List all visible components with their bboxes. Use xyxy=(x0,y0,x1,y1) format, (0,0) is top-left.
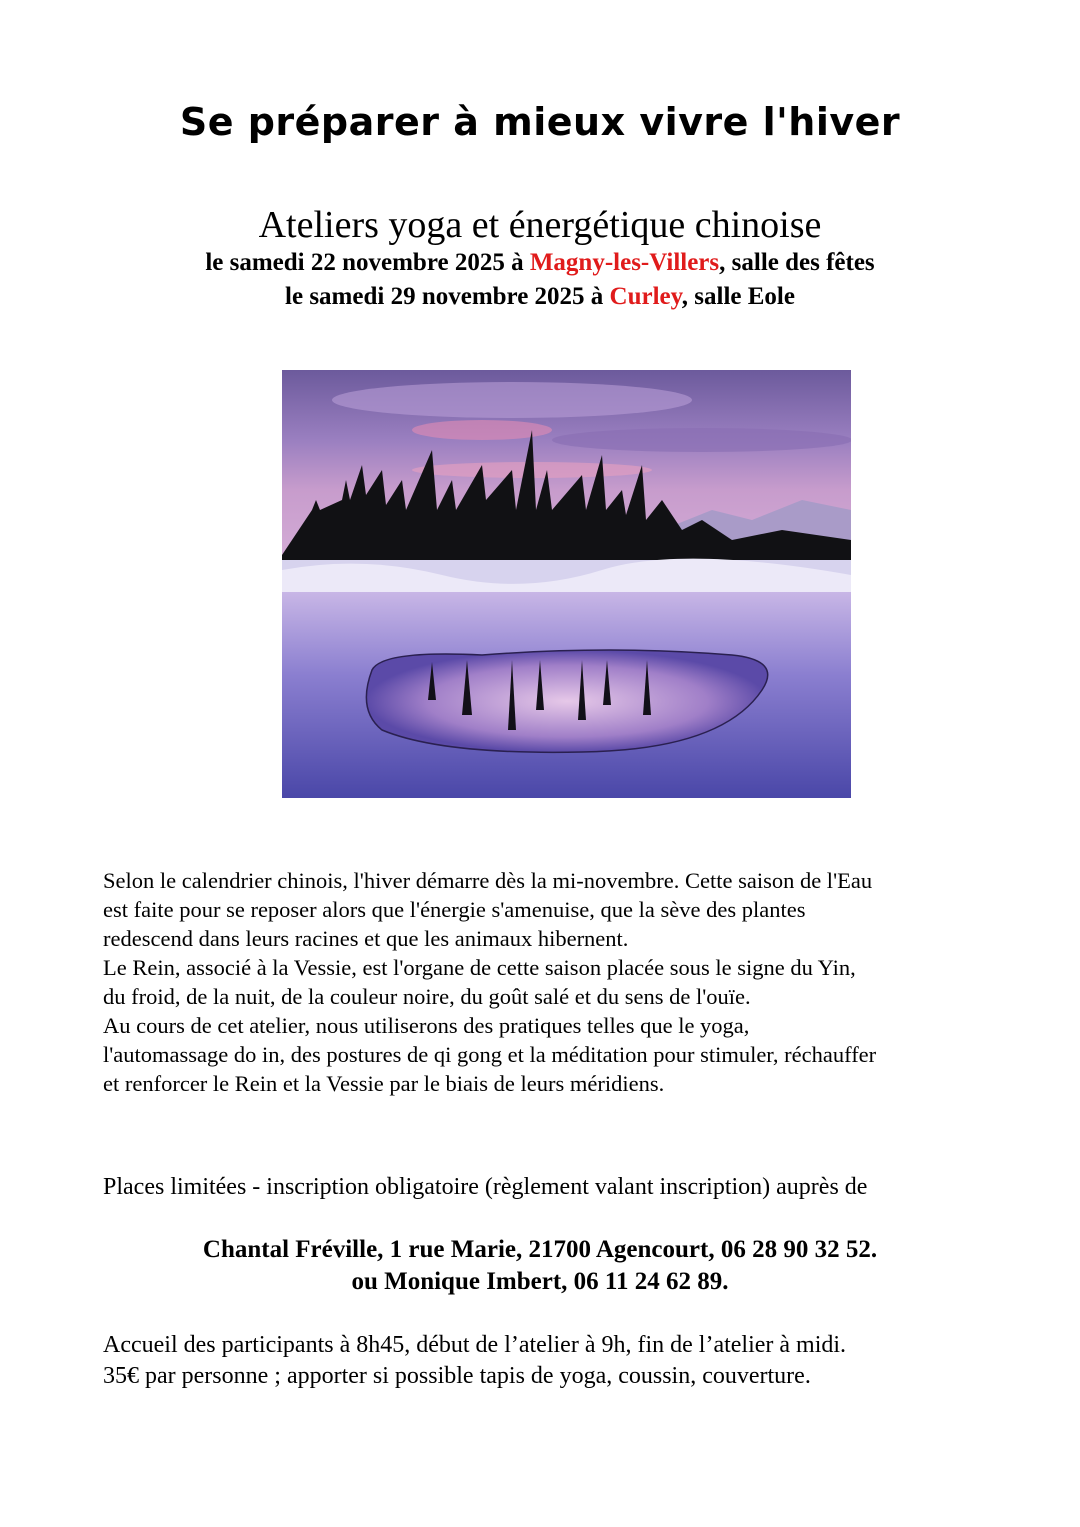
price-line: 35€ par personne ; apporter si possible tapis de yoga, coussin, couverture. xyxy=(103,1363,811,1389)
practical-info xyxy=(103,1330,1003,1392)
description-paragraph xyxy=(103,866,1003,1098)
description-line: du froid, de la nuit, de la couleur noire, du goût salé et du sens de l'ouïe. xyxy=(103,984,751,1009)
description-line: Selon le calendrier chinois, l'hiver démarre dès la mi-novembre. Cette saison de l'Eau xyxy=(103,868,873,893)
session-1-venue: , salle des fêtes xyxy=(719,249,875,276)
winter-lake-photo xyxy=(282,370,851,798)
registration-notice: Places limitées - inscription obligatoire (règlement valant inscription) auprès de xyxy=(103,1174,868,1200)
session-1-place: Magny-les-Villers xyxy=(529,249,720,276)
workshop-subtitle: Ateliers yoga et énergétique chinoise xyxy=(258,204,822,246)
session-1-date: le samedi 22 novembre 2025 à xyxy=(205,249,530,276)
description-line: et renforcer le Rein et la Vessie par le biais de leurs méridiens. xyxy=(103,1071,665,1096)
contact-chantal: Chantal Fréville, 1 rue Marie, 21700 Agencourt, 06 28 90 32 52. xyxy=(202,1236,878,1263)
session-date-2 xyxy=(0,283,1080,311)
description-line: Au cours de cet atelier, nous utiliserons des pratiques telles que le yoga, xyxy=(103,1013,750,1038)
description-line: l'automassage do in, des postures de qi gong et la méditation pour stimuler, réchauffer xyxy=(103,1042,877,1067)
description-line: est faite pour se reposer alors que l'énergie s'amenuise, que la sève des plantes xyxy=(103,897,806,922)
session-date-1 xyxy=(0,249,1080,277)
description-line: Le Rein, associé à la Vessie, est l'organe de cette saison placée sous le signe du Yin, xyxy=(103,955,856,980)
session-2-place: Curley xyxy=(609,283,682,310)
schedule-line: Accueil des participants à 8h45, début de l’atelier à 9h, fin de l’atelier à midi. xyxy=(103,1332,847,1358)
description-line: redescend dans leurs racines et que les animaux hibernent. xyxy=(103,926,629,951)
page-title: Se préparer à mieux vivre l'hiver xyxy=(179,100,901,144)
session-2-venue: , salle Eole xyxy=(681,283,795,310)
contact-monique: ou Monique Imbert, 06 11 24 62 89. xyxy=(351,1268,729,1295)
session-2-date: le samedi 29 novembre 2025 à xyxy=(285,283,610,310)
